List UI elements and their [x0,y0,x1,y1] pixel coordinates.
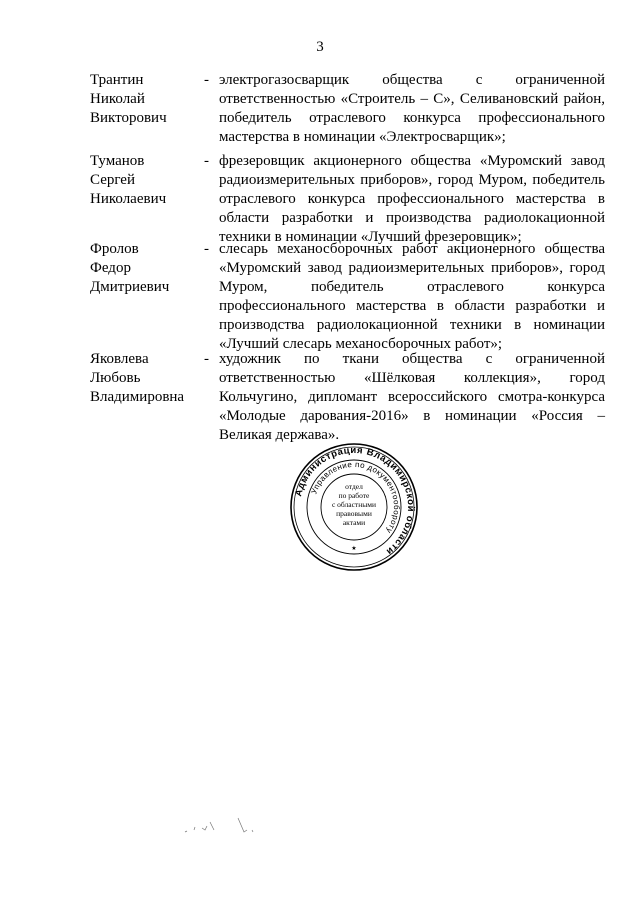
list-item [90,71,605,147]
person-name [90,240,195,297]
stamp-center-line: по работе [338,491,370,500]
first-name: Любовь [90,370,141,386]
first-name: Сергей [90,172,135,188]
stamp-center-line: правовыми [336,509,372,518]
surname: Трантин [90,72,144,88]
page-number: 3 [316,39,324,55]
award-description: электрогазосварщик общества с ограниченной ответственностью «Строитель – С», Селивановский район, победитель отраслевого конкурса профессионального мастерства в номинации «Электросварщик»; [219,72,605,145]
award-description: слесарь механосборочных работ акционерного общества «Муромский завод радиоизмерительных приборов», город Муром, победитель отраслевого конкурса профессионального мастерства в области разработки и производства радиолокационной техники в номинации «Лучший слесарь механосборочных работ»; [219,241,605,352]
patronymic: Владимировна [90,389,185,405]
official-stamp [289,442,419,572]
stamp-center-line: с областными [331,500,377,509]
surname: Яковлева [90,351,149,367]
stamp-inner-text-path: Управление по документообороту [309,459,402,536]
first-name: Николай [90,91,145,107]
surname: Туманов [90,153,145,169]
scan-artifact [180,810,270,840]
surname: Фролов [90,241,139,257]
person-name [90,152,195,209]
award-description: художник по ткани общества с ограниченной ответственностью «Шёлковая коллекция», город Кольчугино, дипломант всероссийского смотра-конкурса «Молодые дарования-2016» в номинации «Россия – Великая держава». [219,351,605,443]
patronymic: Николаевич [90,191,167,207]
person-name [90,350,195,407]
list-item [90,240,605,354]
separator-dash: - [204,153,209,169]
patronymic: Дмитриевич [90,279,170,295]
list-item [90,350,605,445]
stamp-star-icon: ★ [351,546,357,552]
patronymic: Викторович [90,110,167,126]
separator-dash: - [204,241,209,257]
stamp-center [332,482,376,527]
stamp-center-line: актами [342,518,366,527]
separator-dash: - [204,72,209,88]
separator-dash: - [204,351,209,367]
award-description: фрезеровщик акционерного общества «Муромский завод радиоизмерительных приборов», город Муром, победитель отраслевого конкурса профессионального мастерства в области разработки и производства радиолокационной техники в номинации «Лучший фрезеровщик»; [219,153,605,245]
list-item [90,152,605,247]
first-name: Федор [90,260,131,276]
stamp-center-line: отдел [345,482,363,491]
stamp-outer-text-path: Администрация Владимирской области [293,444,417,558]
person-name [90,71,195,128]
